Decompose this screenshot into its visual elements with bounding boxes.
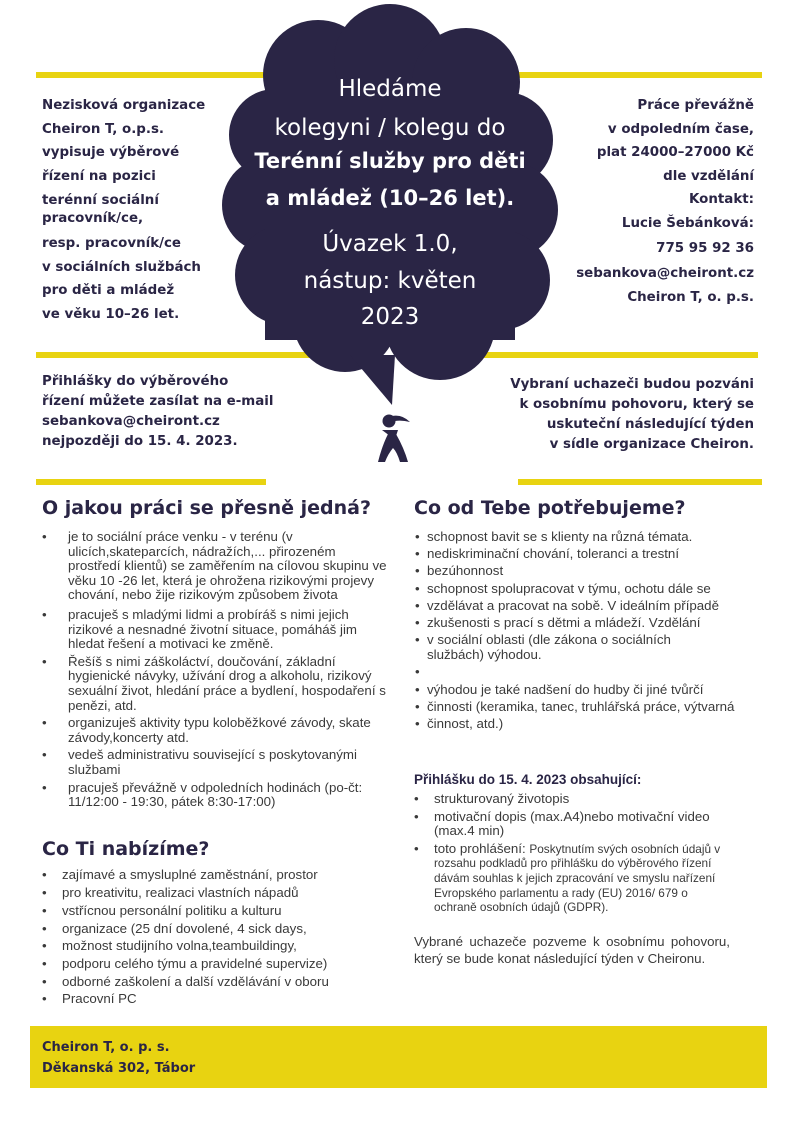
- list-item: • vedeš administrativu související s poskytovanými službami: [38, 748, 388, 777]
- section-title-requirements: Co od Tebe potřebujeme?: [414, 497, 686, 519]
- intro-line: Nezisková organizace: [42, 98, 206, 113]
- intro-line: pracovník/ce,: [42, 211, 144, 226]
- lower-right-bar: [518, 479, 762, 485]
- note-deadline: nejpozději do 15. 4. 2023.: [42, 434, 238, 449]
- list-item: • Řešíš s nimi záškoláctví, doučování, základní hygienické návyky, užívání drog a alkoholu, rizikový sexuální život, hledání práce a bydlení, hospodaření s penězi, atd.: [38, 655, 388, 713]
- intro-line: v sociálních službách: [42, 259, 201, 275]
- list-item: • výhodou je také nadšení do hudby či jiné tvůrčí: [414, 683, 754, 698]
- cloud-heading-1: Hledáme: [338, 76, 442, 102]
- organization-intro: [42, 94, 205, 326]
- info-line: Práce převážně: [637, 98, 754, 113]
- intro-line: ve věku 10–26 let.: [42, 306, 180, 322]
- contact-name: Lucie Šebánková:: [621, 215, 754, 231]
- list-item: • zajímavé a smysluplné zaměstnání, prostor: [38, 868, 388, 883]
- footer-organization: Cheiron T, o. p. s.: [42, 1040, 170, 1055]
- note-line: Přihlášky do výběrového: [42, 374, 229, 389]
- list-item: • schopnost spolupracovat v týmu, ochotu dále se: [414, 582, 754, 597]
- section-title-offer: Co Ti nabízíme?: [42, 838, 210, 860]
- list-item: • vstřícnou personální politiku a kulturu: [38, 904, 388, 919]
- list-item: • nediskriminační chování, toleranci a trestní: [414, 547, 754, 562]
- section-title-application: Přihlášku do 15. 4. 2023 obsahující:: [414, 772, 642, 787]
- declaration-text: Poskytnutím svých osobních údajů v rozsahu podkladů pro přihlášku do výběrového řízení dávám souhlas k jejich zpracování ve smyslu nařízení Evropského parlamentu a rady (EU) 2016/ 679 o ochraně osobních údajů (GDPR).: [434, 841, 721, 915]
- cloud-service-2: a mládež (10–26 let).: [265, 186, 515, 210]
- note-line: Vybraní uchazeči budou pozváni: [510, 377, 754, 392]
- contact-heading: Kontakt:: [689, 192, 754, 207]
- intro-line: Cheiron T, o.p.s.: [42, 121, 165, 137]
- list-item: • organizuješ aktivity typu koloběžkové závody, skate závody,koncerty atd.: [38, 716, 388, 745]
- note-line: v sídle organizace Cheiron.: [549, 437, 754, 452]
- list-item: • odborné zaškolení a další vzdělávání v oboru: [38, 975, 388, 990]
- job-duties-list: [38, 530, 388, 813]
- cheiron-logo-icon: [376, 412, 412, 464]
- list-item: • schopnost bavit se s klienty na různá témata.: [414, 530, 754, 545]
- application-email-link[interactable]: sebankova@cheiront.cz: [42, 414, 220, 429]
- declaration-label: toto prohlášení:: [434, 840, 526, 856]
- requirements-list: [414, 530, 754, 734]
- list-item: • možnost studijního volna,teambuildingy,: [38, 939, 388, 954]
- interview-note: [470, 375, 754, 455]
- info-line: dle vzdělání: [663, 168, 754, 184]
- list-item: • vzdělávat a pracovat na sobě. V ideálním případě: [414, 599, 754, 614]
- list-item: • pracuješ převážně v odpoledních hodinách (po-čt: 11/12:00 - 19:30, pátek 8:30-17:00): [38, 781, 388, 810]
- section-title-job: O jakou práci se přesně jedná?: [42, 497, 371, 519]
- contact-email-link[interactable]: sebankova@cheiront.cz: [576, 265, 754, 281]
- intro-line: terénní sociální: [42, 193, 159, 208]
- list-item: • činnost, atd.): [414, 717, 754, 732]
- contact-phone[interactable]: 775 95 92 36: [656, 241, 754, 256]
- list-item: • bezúhonnost: [414, 564, 754, 579]
- cloud-service-1: Terénní služby pro děti: [254, 149, 526, 173]
- list-item-empty: [414, 665, 754, 680]
- list-item: • činnosti (keramika, tanec, truhlářská práce, výtvarná: [414, 700, 754, 715]
- intro-line: vypisuje výběrové: [42, 145, 180, 160]
- cloud-heading-2: kolegyni / kolegu do: [274, 115, 506, 141]
- list-item: • motivační dopis (max.A4)nebo motivační video (max.4 min): [410, 810, 750, 839]
- application-contents-list: [410, 792, 750, 918]
- list-item: • strukturovaný životopis: [410, 792, 750, 807]
- offer-list: [38, 868, 388, 1010]
- note-line: k osobnímu pohovoru, který se: [519, 397, 754, 412]
- salary-line: plat 24000–27000 Kč: [596, 145, 754, 160]
- info-line: v odpoledním čase,: [607, 121, 754, 137]
- list-item: • je to sociální práce venku - v terénu (v ulicích,skateparcích, nádražích,... přirozeném prostředí klientů) se zaměřením na cílovou skupinu ve věku 10 -26 let, která je ohrožena rizikovými projevy chování, nebo žije rizikovým způsobem života: [38, 530, 388, 603]
- list-item: • pro kreativitu, realizaci vlastních nápadů: [38, 886, 388, 901]
- note-line: řízení můžete zasílat na e-mail: [42, 394, 274, 409]
- application-note: [42, 372, 273, 452]
- footer-address: Děkanská 302, Tábor: [42, 1061, 196, 1076]
- list-item: • Pracovní PC: [38, 992, 388, 1007]
- intro-line: řízení na pozici: [42, 168, 156, 184]
- list-item-gdpr: [410, 842, 750, 915]
- contact-organization: Cheiron T, o. p.s.: [627, 290, 754, 305]
- note-line: uskuteční následující týden: [546, 417, 754, 432]
- cloud-start-2: 2023: [360, 304, 420, 330]
- lower-left-bar: [36, 479, 266, 485]
- list-item: • organizace (25 dní dovolené, 4 sick days,: [38, 922, 388, 937]
- list-item: • podporu celého týmu a pravidelné supervize): [38, 957, 388, 972]
- list-item: • v sociální oblasti (dle zákona o sociálních službách) výhodou.: [414, 633, 754, 662]
- intro-line: resp. pracovník/ce: [42, 236, 182, 251]
- footer-bar: [30, 1026, 767, 1088]
- cloud-start-1: nástup: květen: [303, 268, 477, 294]
- cloud-workload: Úvazek 1.0,: [322, 231, 458, 257]
- closing-text: Vybrané uchazeče pozveme k osobnímu pohovoru, který se bude konat následující týden v Cheironu.: [414, 934, 730, 966]
- intro-line: pro děti a mládež: [42, 283, 175, 298]
- list-item: • pracuješ s mladými lidmi a probíráš s nimi jejich rizikové a nesnadné životní situace, pomáháš jim hledat řešení a motivaci ke změně.: [38, 608, 388, 652]
- list-item: • zkušenosti s prací s dětmi a mládeží. Vzdělání: [414, 616, 754, 631]
- job-contact-info: [540, 94, 754, 310]
